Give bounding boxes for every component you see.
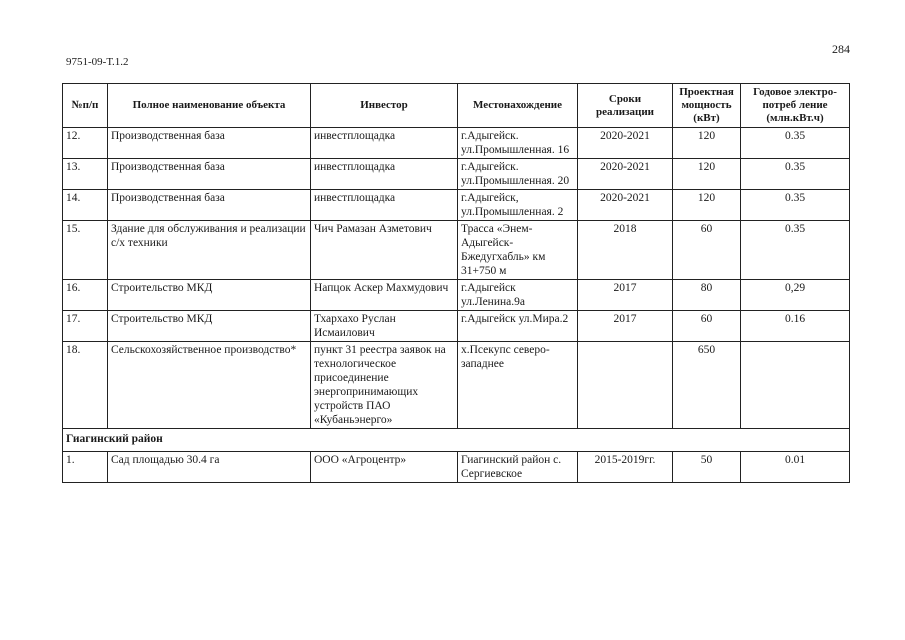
cell-location: г.Адыгейск ул.Ленина.9а xyxy=(458,280,578,311)
page-number: 284 xyxy=(832,42,850,56)
header-investor: Инвестор xyxy=(311,84,458,128)
cell-investor: пункт 31 реестра заявок на технологическое присоединение энергопринимающих устройств ПАО «Кубаньэнерго» xyxy=(311,342,458,429)
cell-power: 60 xyxy=(673,311,741,342)
cell-num: 1. xyxy=(63,452,108,483)
cell-terms: 2017 xyxy=(578,311,673,342)
cell-location: Трасса «Энем-Адыгейск-Бжедугхабль» км 31+750 м xyxy=(458,221,578,280)
cell-power: 120 xyxy=(673,128,741,159)
cell-investor: инвестплощадка xyxy=(311,190,458,221)
header-location: Местонахождение xyxy=(458,84,578,128)
cell-num: 13. xyxy=(63,159,108,190)
cell-num: 17. xyxy=(63,311,108,342)
cell-investor: Чич Рамазан Азметович xyxy=(311,221,458,280)
table-row xyxy=(63,311,850,342)
cell-power: 60 xyxy=(673,221,741,280)
objects-table xyxy=(62,83,850,483)
cell-num: 14. xyxy=(63,190,108,221)
cell-name: Строительство МКД xyxy=(108,311,311,342)
cell-name: Сельскохозяйственное производство* xyxy=(108,342,311,429)
cell-investor: Тхархахо Руслан Исмаилович xyxy=(311,311,458,342)
header-consumption: Годовое электро-потреб ление (млн.кВт.ч) xyxy=(741,84,850,128)
cell-name: Производственная база xyxy=(108,159,311,190)
section-title: Гиагинский район xyxy=(63,429,850,452)
cell-num: 15. xyxy=(63,221,108,280)
cell-consumption: 0.35 xyxy=(741,128,850,159)
cell-name: Строительство МКД xyxy=(108,280,311,311)
cell-location: Гиагинский район с. Сергиевское xyxy=(458,452,578,483)
cell-consumption: 0,29 xyxy=(741,280,850,311)
table-row xyxy=(63,221,850,280)
cell-terms: 2020-2021 xyxy=(578,159,673,190)
table-header-row xyxy=(63,84,850,128)
cell-consumption: 0.01 xyxy=(741,452,850,483)
cell-terms: 2020-2021 xyxy=(578,190,673,221)
cell-terms: 2018 xyxy=(578,221,673,280)
cell-num: 12. xyxy=(63,128,108,159)
table-row xyxy=(63,280,850,311)
cell-consumption: 0.16 xyxy=(741,311,850,342)
cell-power: 50 xyxy=(673,452,741,483)
cell-consumption: 0.35 xyxy=(741,159,850,190)
cell-location: х.Псекупс северо-западнее xyxy=(458,342,578,429)
cell-power: 120 xyxy=(673,159,741,190)
cell-consumption: 0.35 xyxy=(741,190,850,221)
section-header-row xyxy=(63,429,850,452)
cell-power: 80 xyxy=(673,280,741,311)
cell-investor: инвестплощадка xyxy=(311,128,458,159)
cell-investor: ООО «Агроцентр» xyxy=(311,452,458,483)
cell-name: Производственная база xyxy=(108,190,311,221)
header-name: Полное наименование объекта xyxy=(108,84,311,128)
cell-terms xyxy=(578,342,673,429)
table-row xyxy=(63,342,850,429)
cell-consumption: 0.35 xyxy=(741,221,850,280)
cell-name: Сад площадью 30.4 га xyxy=(108,452,311,483)
cell-investor: Напцок Аскер Махмудович xyxy=(311,280,458,311)
document-code: 9751-09-Т.1.2 xyxy=(66,56,129,68)
cell-location: г.Адыгейск ул.Мира.2 xyxy=(458,311,578,342)
table-row xyxy=(63,190,850,221)
header-power: Проектная мощность (кВт) xyxy=(673,84,741,128)
cell-location: г.Адыгейск. ул.Промышленная. 20 xyxy=(458,159,578,190)
table-row xyxy=(63,452,850,483)
header-num: №п/п xyxy=(63,84,108,128)
cell-num: 16. xyxy=(63,280,108,311)
cell-consumption xyxy=(741,342,850,429)
cell-location: г.Адыгейск. ул.Промышленная. 16 xyxy=(458,128,578,159)
cell-name: Здание для обслуживания и реализации с/х техники xyxy=(108,221,311,280)
table-row xyxy=(63,128,850,159)
cell-num: 18. xyxy=(63,342,108,429)
table-row xyxy=(63,159,850,190)
cell-power: 650 xyxy=(673,342,741,429)
cell-investor: инвестплощадка xyxy=(311,159,458,190)
cell-power: 120 xyxy=(673,190,741,221)
cell-name: Производственная база xyxy=(108,128,311,159)
cell-location: г.Адыгейск, ул.Промышленная. 2 xyxy=(458,190,578,221)
cell-terms: 2015-2019гг. xyxy=(578,452,673,483)
header-terms: Сроки реализации xyxy=(578,84,673,128)
cell-terms: 2017 xyxy=(578,280,673,311)
cell-terms: 2020-2021 xyxy=(578,128,673,159)
